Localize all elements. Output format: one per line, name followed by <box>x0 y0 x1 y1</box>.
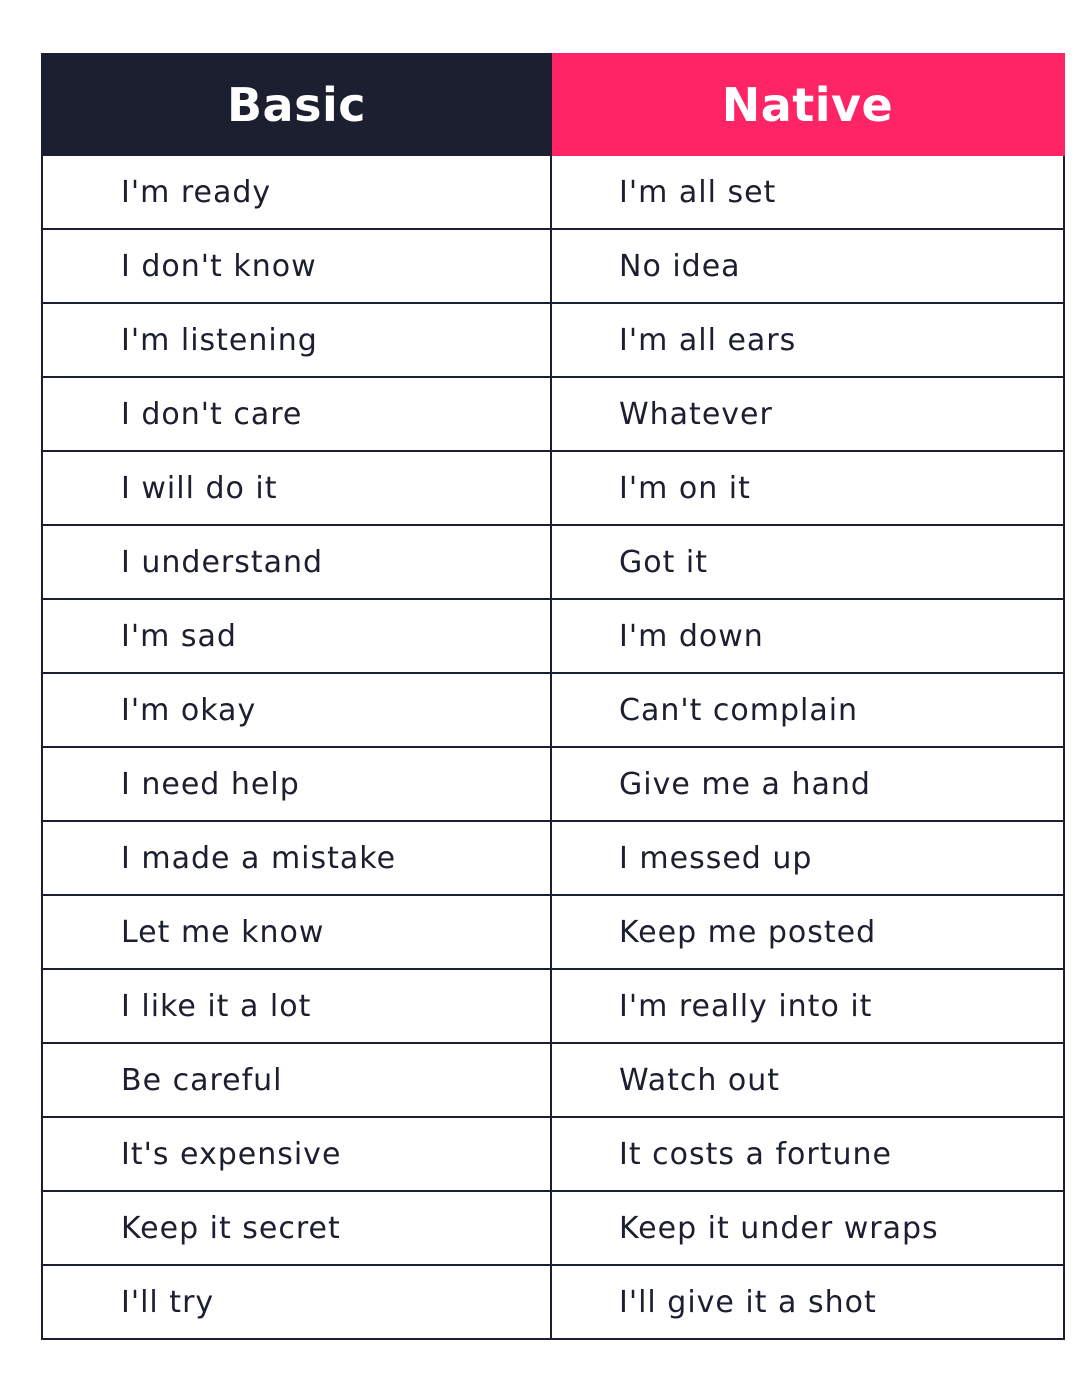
basic-phrase-cell: I'm sad <box>42 599 551 673</box>
table-row <box>42 969 1064 1043</box>
basic-phrase-cell: I'll try <box>42 1265 551 1339</box>
table-row <box>42 895 1064 969</box>
table-row <box>42 303 1064 377</box>
native-phrase-cell: I'm on it <box>551 451 1064 525</box>
table-row <box>42 673 1064 747</box>
native-phrase-cell: It costs a fortune <box>551 1117 1064 1191</box>
table-row <box>42 599 1064 673</box>
basic-phrase-cell: It's expensive <box>42 1117 551 1191</box>
native-phrase-cell: Give me a hand <box>551 747 1064 821</box>
native-phrase-cell: Whatever <box>551 377 1064 451</box>
basic-phrase-cell: I need help <box>42 747 551 821</box>
native-phrase-cell: I'm all set <box>551 155 1064 229</box>
basic-phrase-cell: Keep it secret <box>42 1191 551 1265</box>
basic-phrase-cell: I'm listening <box>42 303 551 377</box>
native-phrase-cell: Keep me posted <box>551 895 1064 969</box>
table-row <box>42 451 1064 525</box>
native-phrase-cell: I'm really into it <box>551 969 1064 1043</box>
table-row <box>42 821 1064 895</box>
table-row <box>42 377 1064 451</box>
table-row <box>42 525 1064 599</box>
native-phrase-cell: Got it <box>551 525 1064 599</box>
table-row <box>42 747 1064 821</box>
basic-phrase-cell: I don't care <box>42 377 551 451</box>
table-header-row <box>42 54 1064 155</box>
native-phrase-cell: Watch out <box>551 1043 1064 1117</box>
basic-phrase-cell: I don't know <box>42 229 551 303</box>
basic-phrase-cell: I'm okay <box>42 673 551 747</box>
native-column-header: Native <box>551 54 1064 155</box>
phrase-comparison-table <box>41 53 1065 1340</box>
table-row <box>42 1117 1064 1191</box>
table-row <box>42 1191 1064 1265</box>
basic-phrase-cell: I will do it <box>42 451 551 525</box>
basic-phrase-cell: Let me know <box>42 895 551 969</box>
native-phrase-cell: Keep it under wraps <box>551 1191 1064 1265</box>
table-row <box>42 229 1064 303</box>
table-row <box>42 1043 1064 1117</box>
native-phrase-cell: I'm down <box>551 599 1064 673</box>
native-phrase-cell: I'll give it a shot <box>551 1265 1064 1339</box>
table-body <box>42 155 1064 1339</box>
basic-phrase-cell: I'm ready <box>42 155 551 229</box>
table-row <box>42 1265 1064 1339</box>
basic-phrase-cell: Be careful <box>42 1043 551 1117</box>
basic-column-header: Basic <box>42 54 551 155</box>
basic-phrase-cell: I made a mistake <box>42 821 551 895</box>
native-phrase-cell: Can't complain <box>551 673 1064 747</box>
table-row <box>42 155 1064 229</box>
basic-phrase-cell: I like it a lot <box>42 969 551 1043</box>
native-phrase-cell: I messed up <box>551 821 1064 895</box>
native-phrase-cell: No idea <box>551 229 1064 303</box>
native-phrase-cell: I'm all ears <box>551 303 1064 377</box>
basic-phrase-cell: I understand <box>42 525 551 599</box>
